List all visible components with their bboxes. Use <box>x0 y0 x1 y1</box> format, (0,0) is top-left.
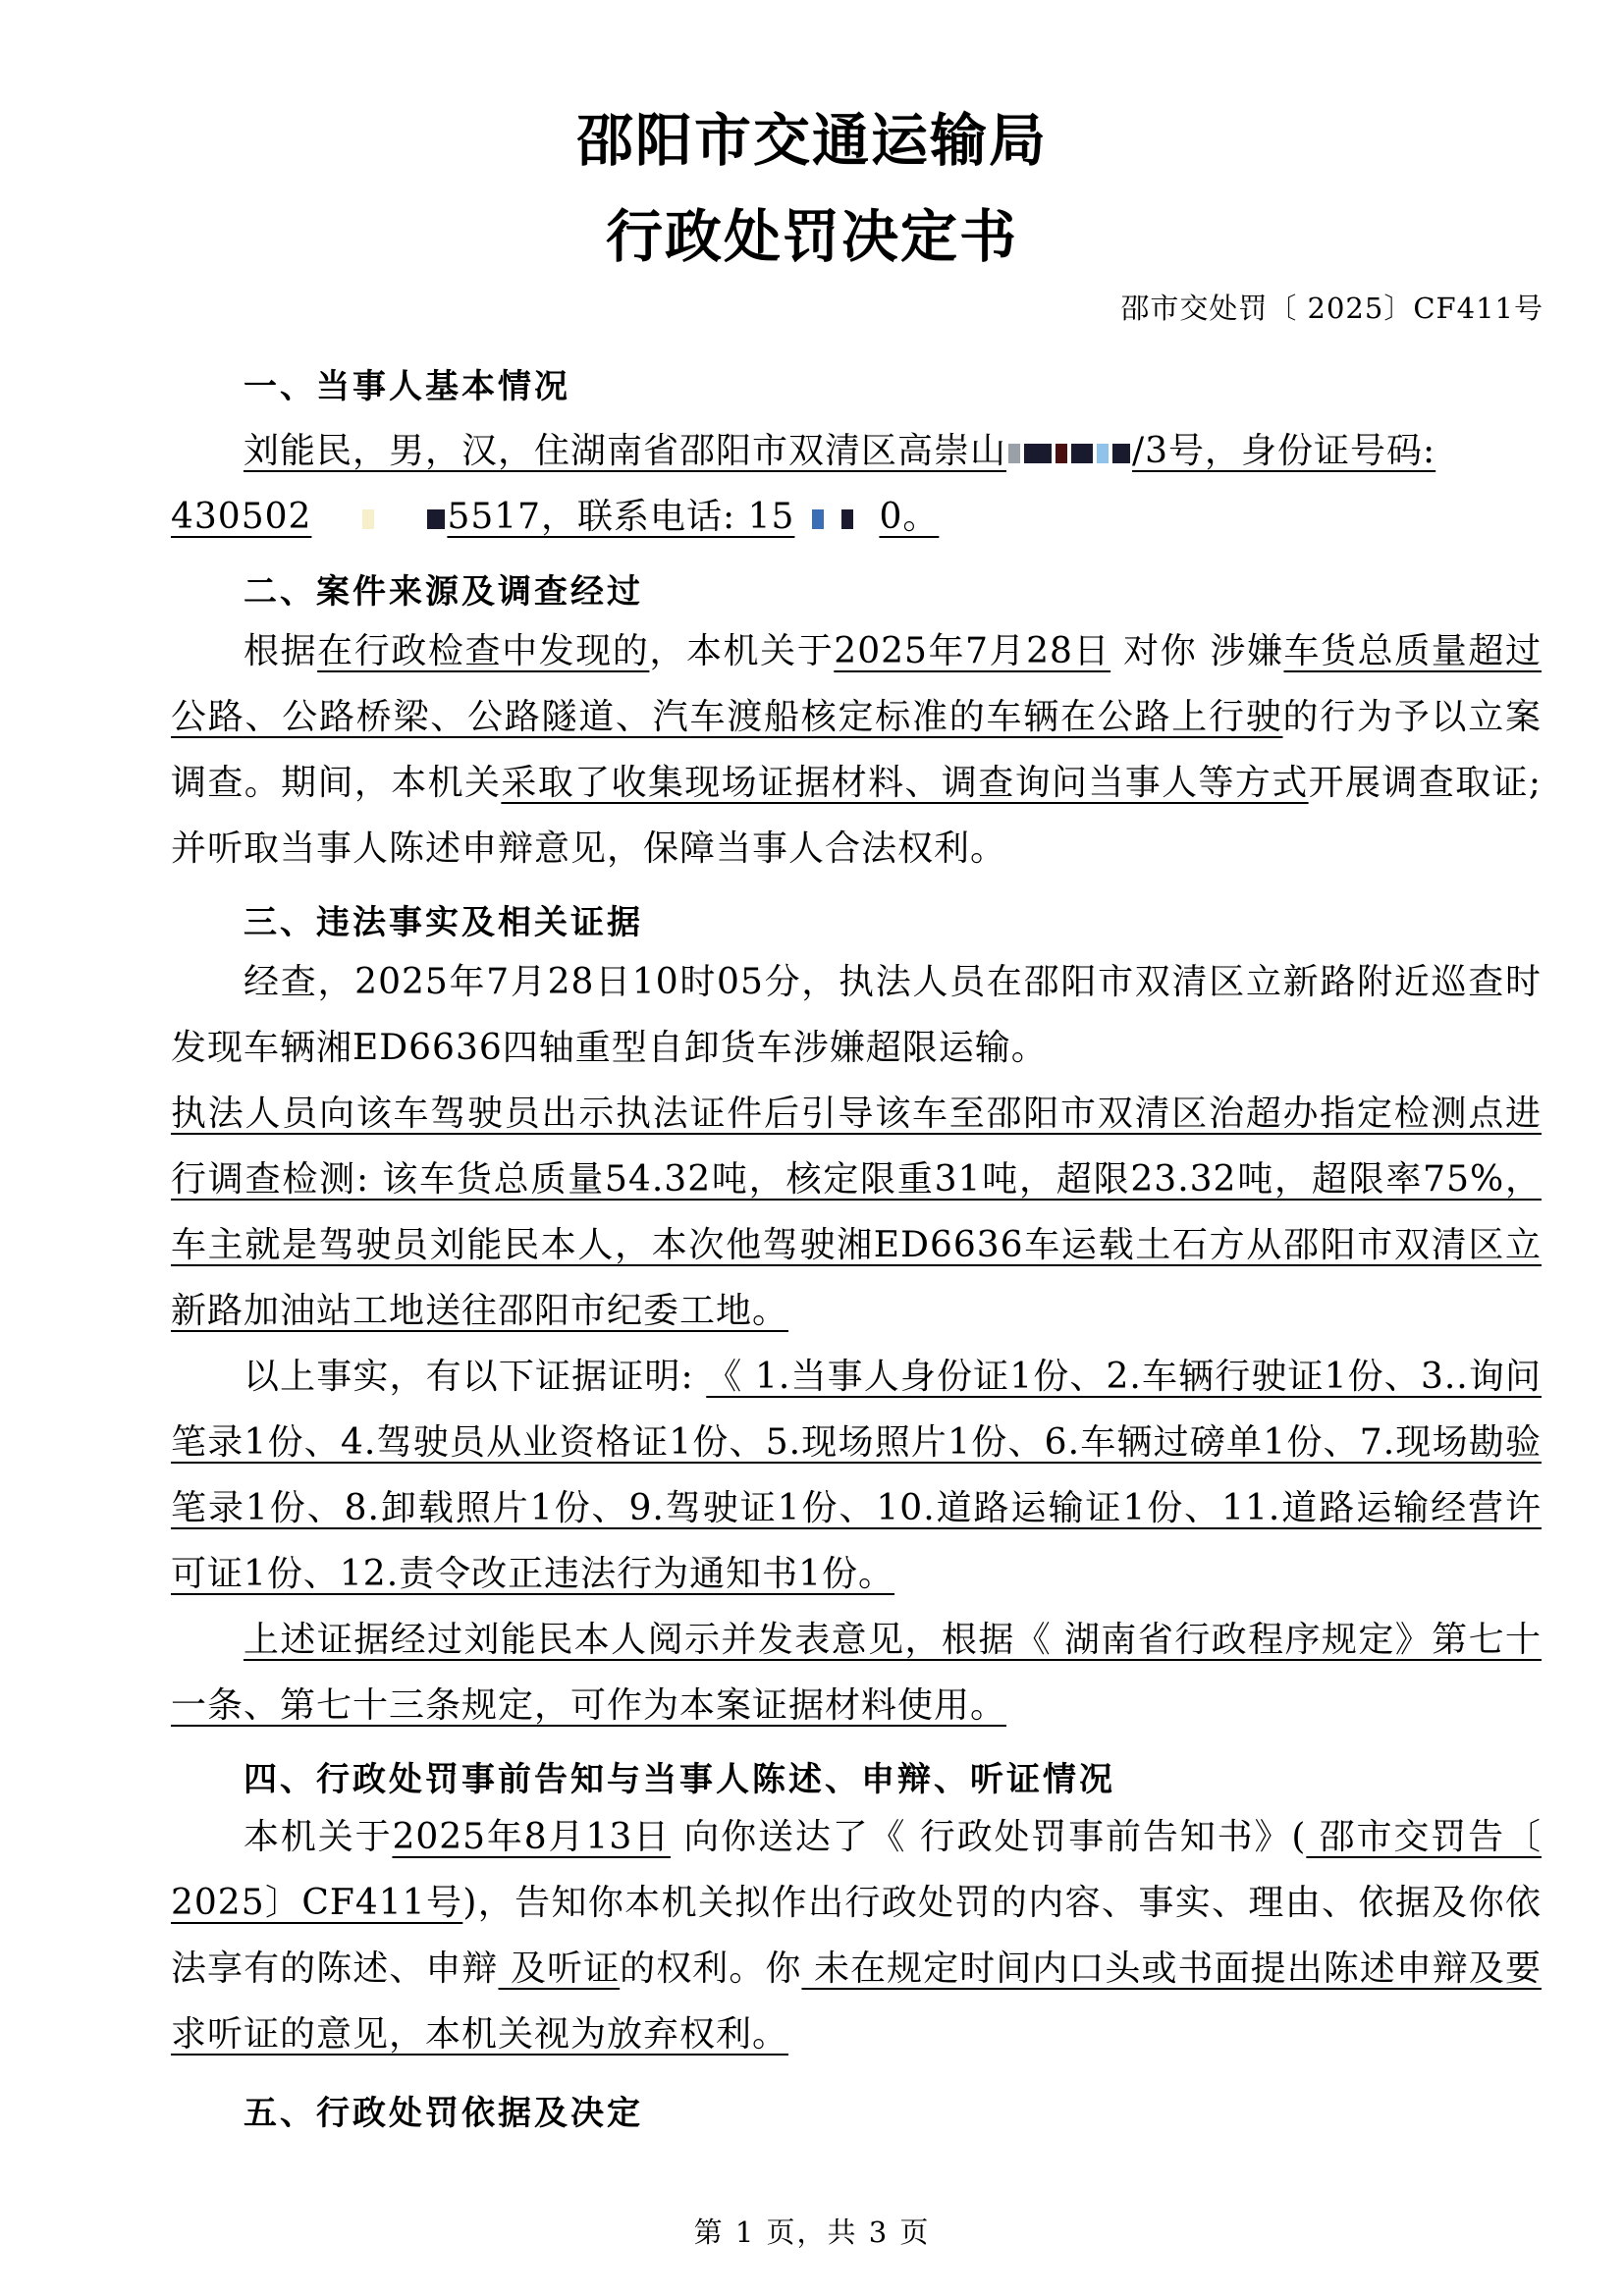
notice-date: 2025年8月13日 <box>392 1817 671 1857</box>
text-run: ，本机关于 <box>649 631 835 671</box>
investigation-methods: 采取了收集现场证据材料、调查询问当事人等方式 <box>501 763 1309 803</box>
facts-paragraph-2 <box>171 1081 1542 1344</box>
section-heading-source: 二、案件来源及调查经过 <box>244 572 643 612</box>
document-number: 邵市交处罚〔 2025〕CF411号 <box>1120 292 1543 325</box>
evidence-items: 《 1.当事人身份证1份、2.车辆行驶证1份、3..询问笔录1份、4.驾驶员从业资格证1份、5.现场照片1份、6.车辆过磅单1份、7.现场勘验笔录1份、8.卸载照片1份、9.驾驶证1份、10.道路运输证1份、11.道路运输经营许可证1份、12.责令改正违法行为通知书1份。 <box>171 1357 1542 1594</box>
section-heading-party: 一、当事人基本情况 <box>244 367 570 406</box>
id-number-prefix: 430502 <box>171 497 312 537</box>
text-run: 本机关于 <box>244 1817 393 1857</box>
text-run: 开展调查取证;并听取当事人陈述申辩意见，保障当事人合法权利。 <box>171 763 1542 869</box>
text-run: 对你 涉嫌 <box>1110 631 1284 671</box>
party-text-b: /3号，身份证号码: <box>1132 431 1436 471</box>
redaction-mark <box>1112 444 1130 463</box>
inspection-details: 执法人员向该车驾驶员出示执法证件后引导该车至邵阳市双清区治超办指定检测点进行调查检测: 该车货总质量54.32吨，核定限重31吨，超限23.32吨，超限率75%，车主就是驾驶员刘能民本人，本次他驾驶湘ED6636车运载土石方从邵阳市双清区立新路加油站工地送往邵阳市纪委工地。 <box>171 1094 1542 1331</box>
source-paragraph <box>171 618 1542 881</box>
text-run: 根据 <box>244 631 318 671</box>
section-heading-facts: 三、违法事实及相关证据 <box>244 903 643 942</box>
document-title: 行政处罚决定书 <box>605 203 1018 270</box>
redaction-mark <box>1071 444 1093 463</box>
page-number: 第 1 页，共 3 页 <box>693 2216 931 2249</box>
redaction-mark <box>812 509 824 529</box>
party-line-1 <box>171 418 1542 484</box>
party-text-a: 刘能民，男，汉，住湖南省邵阳市双清区高崇山 <box>244 431 1007 471</box>
evidence-statement: 上述证据经过刘能民本人阅示并发表意见，根据《 湖南省行政程序规定》第七十一条、第七十三条规定，可作为本案证据材料使用。 <box>171 1620 1542 1726</box>
text-run: 及听证 <box>498 1949 621 1989</box>
redaction-mark <box>362 509 374 529</box>
phone-suffix: 0。 <box>879 497 940 537</box>
section-heading-decision: 五、行政处罚依据及决定 <box>244 2094 643 2133</box>
text-run: 在行政检查中发现的 <box>317 631 650 671</box>
evidence-validity <box>171 1607 1542 1738</box>
text-run: 向你送达了《 行政处罚事前告知书》( <box>670 1817 1307 1857</box>
text-run: 以上事实，有以下证据证明: <box>244 1357 707 1397</box>
evidence-list <box>171 1344 1542 1607</box>
notice-number: 邵市交罚告〔 2025〕CF411号 <box>171 1817 1542 1923</box>
redaction-mark <box>1056 444 1067 463</box>
redaction-mark <box>427 509 445 529</box>
redaction-mark <box>841 509 853 529</box>
redaction-mark <box>1008 444 1020 463</box>
section-heading-notice: 四、行政处罚事前告知与当事人陈述、申辩、听证情况 <box>244 1760 1115 1799</box>
text-run: 的权利。你 <box>620 1949 802 1989</box>
waiver-statement: 未在规定时间内口头或书面提出陈述申辩及要求听证的意见，本机关视为放弃权利。 <box>171 1949 1542 2055</box>
redaction-mark <box>1097 444 1109 463</box>
text-run: 的行为予以立案调查。期间，本机关 <box>171 697 1542 803</box>
document-title-org: 邵阳市交通运输局 <box>575 107 1048 174</box>
notice-paragraph <box>171 1804 1542 2067</box>
case-date: 2025年7月28日 <box>834 631 1111 671</box>
redaction-mark <box>1024 444 1052 463</box>
violation-type: 车货总质量超过公路、公路桥梁、公路隧道、汽车渡船核定标准的车辆在公路上行驶 <box>171 631 1542 737</box>
text-run: )，告知你本机关拟作出行政处罚的内容、事实、理由、依据及你依法享有的陈述、申辩 <box>171 1883 1543 1989</box>
facts-paragraph-1: 经查，2025年7月28日10时05分，执法人员在邵阳市双清区立新路附近巡查时发现车辆湘ED6636四轴重型自卸货车涉嫌超限运输。 <box>171 962 1542 1068</box>
id-and-phone: 5517，联系电话: 15 <box>447 497 795 537</box>
party-line-2 <box>171 484 1542 550</box>
party-info <box>171 418 1542 550</box>
